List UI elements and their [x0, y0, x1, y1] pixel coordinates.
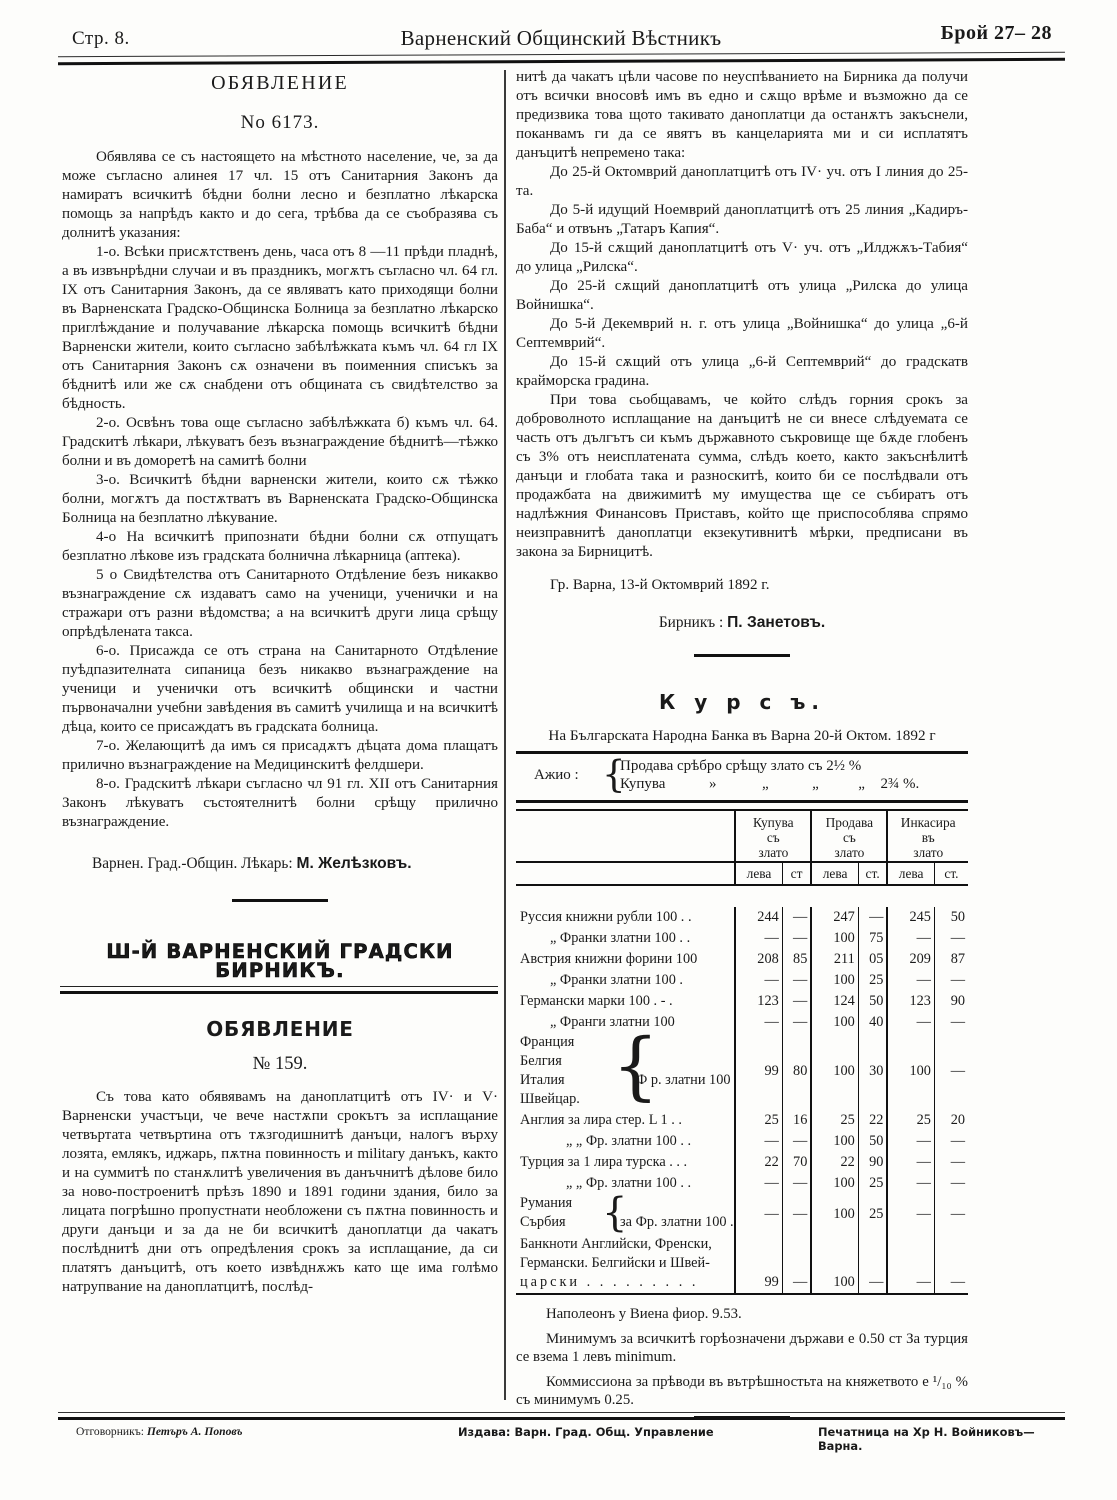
announcement-1-title: ОБЯВЛЕНИЕ — [211, 72, 349, 94]
rate-value: 124 — [811, 991, 858, 1012]
table-row — [516, 991, 968, 1012]
rate-value: 16 — [782, 1110, 811, 1131]
section-banner-rule — [60, 986, 498, 994]
footer-printer: Печатница на Хр Н. Войниковъ—Варна. — [818, 1425, 1035, 1453]
rate-value: 22 — [858, 1110, 887, 1131]
issue-number: Брой 27– 28 — [940, 22, 1052, 44]
announcement-1-item-2: 2-о. Освѣнъ това още съгласно забѣлѣжката б) къмъ чл. 64. Градскитѣ лѣкари, лѣкуватъ безъ възнаграждение бѣднитѣ—тѣжко болни и въ доморетѣ на самитѣ болни — [62, 415, 498, 469]
place-and-date: Гр. Варна, 13-й Октомврий 1892 г. — [550, 577, 770, 593]
announcement-2-title: ОБЯВЛЕНИЕ — [206, 1017, 354, 1041]
unit-header: ст — [782, 862, 811, 885]
banknotes-line-1: Банкноти Английски, Френски, — [520, 1236, 712, 1252]
header-sells-line3: злато — [834, 845, 865, 860]
table-row-group-balkan — [516, 1194, 968, 1235]
group-member: Румания — [520, 1195, 573, 1211]
spacer-cell — [516, 810, 735, 862]
rate-value: 100 — [811, 1235, 858, 1294]
currency-name: „ „ Фр. златни 100 . . — [566, 1175, 692, 1191]
azhio-band — [516, 751, 968, 803]
footer-publisher: Издава: Варн. Град. Общ. Управление — [458, 1425, 714, 1439]
group-brace-icon: { — [612, 1023, 660, 1109]
rate-value: 22 — [735, 1152, 782, 1173]
announcement-1-number: No 6173. — [240, 112, 320, 133]
left-column — [62, 68, 498, 1297]
header-sells-line1: Продава — [825, 815, 874, 830]
table-row — [516, 928, 968, 949]
header-buys-in-gold — [735, 810, 811, 862]
rate-value: 247 — [811, 907, 858, 928]
table-row — [516, 1110, 968, 1131]
azhio-ditto-2: „ — [761, 776, 769, 792]
rate-value: — — [782, 1173, 811, 1194]
rate-value: 244 — [735, 907, 782, 928]
rate-value: — — [858, 1235, 887, 1294]
footer-responsible — [76, 1425, 243, 1438]
signature-1-prefix: Варнен. Град.-Общин. Лѣкарь: — [92, 855, 293, 872]
rate-value: — — [934, 1173, 968, 1194]
announcement-2-number: № 159. — [252, 1054, 308, 1074]
group-member: Белгия — [520, 1053, 562, 1069]
header-buys-line1: Купува — [753, 815, 794, 830]
signature-2-name: П. Занетовъ. — [727, 614, 826, 631]
payment-schedule-item: До 15-й сѫщий отъ улица „6-й Септемврий“ до градскатв крайморска градина. — [516, 354, 968, 389]
header-collects-line2: въ — [921, 830, 935, 845]
azhio-sell-line — [620, 757, 861, 776]
announcement-2-signature — [516, 613, 968, 632]
group-western-names — [516, 1023, 735, 1110]
payment-schedule-item: До 25-й сѫщий даноплатцитѣ отъ улица „Рилска до улица Войнишка“. — [516, 278, 968, 313]
rate-value: 25 — [858, 1194, 887, 1235]
rate-value: — — [782, 928, 811, 949]
azhio-buy-value: 2¾ %. — [880, 776, 920, 792]
rate-value: 22 — [811, 1152, 858, 1173]
group-member: Швейцар. — [520, 1091, 580, 1107]
rate-value: — — [934, 1012, 968, 1033]
header-collects-line3: злато — [913, 845, 944, 860]
rate-value: 50 — [934, 907, 968, 928]
currency-name: „ Франки златни 100 . . — [550, 930, 691, 946]
rate-value: 100 — [811, 928, 858, 949]
rate-value: 99 — [735, 1033, 782, 1110]
rate-value: 100 — [811, 1194, 858, 1235]
rate-value: — — [782, 1131, 811, 1152]
signature-2-prefix: Бирникъ : — [658, 614, 724, 631]
unit-header: лева — [887, 862, 934, 885]
payment-schedule-item: До 15-й сѫщий даноплатцитѣ отъ V· уч. отъ „Илджѫъ-Табия“ до улица „Рилска“. — [516, 240, 968, 275]
rate-value: — — [934, 1033, 968, 1110]
currency-name: „ Франги златни 100 — [550, 1014, 675, 1030]
group-member: Франция — [520, 1034, 575, 1050]
penalty-notice: При това сьобщавамъ, че който слѣдъ горния срокъ за доброволното исплащание на данъцитѣ не си внесе слѣдуемата се часть отъ дългътъ си къмъ държавното съкровище ще бѫде глобенъ съ 3% отъ неисплатената сумма, слѣдъ което, както закъснѣлитѣ данъци и глобата така и разноскитѣ, които би се послѣдвали отъ продажбата на движимитѣ му имущества ще се събиратъ отъ надлѣжния Финансовъ Приставъ, който ще приспособлява спрямо неизправнитѣ даноплатци екзекутивнитѣ мѣрки, предписани въ закона за Бирницитѣ. — [516, 392, 968, 560]
note-minimum: Минимумъ за всичкитѣ горѣозначени държави е 0.50 ст За турция се взема 1 левъ minimum. — [516, 1330, 968, 1365]
note-commission: Коммиссиона за прѣводи въ вътрѣшностьта на княжетвото е ¹/₁₀ % съ минимумъ 0.25. — [516, 1373, 968, 1408]
right-column — [516, 68, 968, 1419]
rate-value: — — [735, 970, 782, 991]
header-sells-line2: съ — [842, 830, 856, 845]
banknotes-line-3: царски . . . . . . . . . — [520, 1274, 699, 1290]
rate-value: — — [887, 1131, 934, 1152]
rate-value: 100 — [887, 1033, 934, 1110]
rate-value: — — [735, 928, 782, 949]
group-balkan-names — [516, 1190, 735, 1236]
rate-value: — — [887, 970, 934, 991]
group-balkan-label: за Фр. златни 100 . — [620, 1214, 734, 1230]
rate-value: — — [934, 928, 968, 949]
azhio-sell-text: Продава срѣбро срѣщу злато съ — [620, 758, 823, 774]
rate-value: 100 — [811, 1131, 858, 1152]
rate-value: 85 — [782, 949, 811, 970]
rate-value: 123 — [887, 991, 934, 1012]
table-row — [516, 1173, 968, 1194]
azhio-sell-value: 2½ % — [826, 758, 862, 774]
rate-value: — — [934, 1194, 968, 1235]
table-unit-header-row — [516, 862, 968, 885]
rate-value: 25 — [811, 1110, 858, 1131]
rate-value: — — [887, 1152, 934, 1173]
azhio-ditto-1: » — [708, 776, 717, 792]
announcement-2-body: Съ това като обявявамъ на даноплатцитѣ отъ IV· и V· Варненски участъци, че вече настѫпи срокътъ за исплащание четвъртата четвъртина отъ тѫзгодишнитѣ данъци, налогъ върху лозята, емлякъ, иджарь, пѫтна повинность и military данъкъ, както и на суммитѣ по станѫлитѣ увеличения въ данъчнитѣ дѣлове било за ново-построенитѣ прѣзъ 1890 и 1891 години здания, било за лицата погрѣшно пропустнати необложени съ пѫтна повинность и други данъци и за да не би всичкитѣ даноплатци да чакатъ послѣднитѣ дни отъ опредѣления срокъ за исплащание, да си платятъ данъцитѣ, отъ което извѣднѫжъ като ще има голѣмо натрупвание на даноплатцитѣ, послѣд- — [62, 1089, 498, 1295]
unit-header: ст. — [858, 862, 887, 885]
unit-header: ст. — [934, 862, 968, 885]
rate-value: 80 — [782, 1033, 811, 1110]
rate-value: 50 — [858, 991, 887, 1012]
rate-value: 90 — [934, 991, 968, 1012]
announcement-1-item-1: 1-о. Всѣки присѫтственъ день, часа отъ 8 —11 прѣди пладнѣ, а въ извънрѣдни случаи и въ праздникъ, могѫтъ съгласно чл. 64 гл. IX отъ Санитарния Законъ, да се являватъ като приходящи болни въ Варненската Градско-Общинска Болница за безплатно лѣкарско приглѣждание и получавание лѣкарска помощь всичкитѣ бѣдни Варненски жители, които съгласно забѣлѣжката къмъ чл. 64 гл IX отъ Санитарния Законъ сѫ означени въ поименния списъкъ за бѣднитѣ или же сѫ снабдени отъ общината съ свидѣтелство за бѣдность. — [62, 244, 498, 412]
announcement-1-item-7: 7-о. Желающитѣ да имъ ся присадѫтъ дѣцата дома плащатъ прилично възнаграждение на Медицинскитѣ фелдшери. — [62, 738, 498, 773]
page-number-label: Стр. 8. — [72, 28, 130, 49]
rate-value: — — [782, 970, 811, 991]
rate-value: 245 — [887, 907, 934, 928]
exchange-rate-title: К у р с ъ. — [658, 690, 826, 714]
rate-value: 05 — [858, 949, 887, 970]
rate-value: 87 — [934, 949, 968, 970]
table-row-group-western — [516, 1033, 968, 1110]
announcement-1-intro: Обявлява се съ настоящето на мѣстното население, че, за да може съгласно алинея 17 чл. 15 отъ Санитарния Законъ да намиратъ всичкитѣ бѣдни болни лесно и безплатно лѣкарска помощь за напрѣдъ както и до сега, трѣбва да се съобразява съ долнитѣ указания: — [62, 149, 498, 241]
spacer-row — [516, 885, 968, 907]
rate-value: 25 — [735, 1110, 782, 1131]
table-row — [516, 949, 968, 970]
unit-header: лева — [811, 862, 858, 885]
announcement-2-continuation: нитѣ да чакатъ цѣли часове по неуспѣванието на Бирника да получи отъ всички вносовѣ имъ въ едно и сѫщо врѣме и възможно да се предизвика това щото такивато даноплатци да останѫтъ закъснели, поканвамъ ги да се явятъ въ канцеларията ми и си исплатятъ данъцитѣ непремено така: — [516, 69, 968, 161]
rate-value: 99 — [735, 1235, 782, 1294]
rate-value: — — [782, 991, 811, 1012]
footer-responsible-name: Петъръ А. Поповъ — [146, 1425, 243, 1438]
rate-value: 30 — [858, 1033, 887, 1110]
exchange-rate-subtitle: На Българската Народна Банка въ Варна 20-й Октом. 1892 г — [548, 727, 936, 744]
azhio-buy-line — [620, 775, 919, 794]
masthead — [60, 22, 1062, 56]
rate-value: — — [934, 970, 968, 991]
rate-value: — — [735, 1194, 782, 1235]
group-member: Сърбия — [520, 1214, 566, 1230]
column-divider — [504, 70, 506, 1400]
group-brace-icon: { — [602, 1190, 628, 1236]
table-row — [516, 1131, 968, 1152]
banknotes-name — [516, 1235, 735, 1294]
rate-value: — — [934, 1131, 968, 1152]
header-buys-line2: съ — [766, 830, 780, 845]
rate-value: — — [934, 1235, 968, 1294]
currency-name: Руссия книжни рубли 100 . . — [520, 909, 692, 925]
azhio-buy-text: Купува — [620, 776, 666, 792]
payment-schedule-item: До 5-й идущий Ноемврий даноплатцитѣ отъ 25 линия „Кадиръ-Баба“ и отвънъ „Татаръ Капия“. — [516, 202, 968, 237]
footer-rule — [58, 1412, 1065, 1420]
table-row — [516, 1012, 968, 1033]
header-buys-line3: злато — [758, 845, 789, 860]
announcement-1-signature — [62, 854, 498, 873]
rate-value: — — [887, 1012, 934, 1033]
currency-name: Германски марки 100 . - . — [520, 993, 673, 1009]
header-collects-in-gold — [887, 810, 968, 862]
group-member: Италия — [520, 1072, 565, 1088]
payment-schedule-item: До 5-й Декемврий н. г. отъ улица „Войнишка“ до улица „6-й Септемврий“. — [516, 316, 968, 351]
table-row — [516, 907, 968, 928]
rate-value: 70 — [782, 1152, 811, 1173]
rate-value: 25 — [858, 1173, 887, 1194]
rate-value: 20 — [934, 1110, 968, 1131]
rate-value: 100 — [811, 1173, 858, 1194]
group-western-label: Ф р. златни 100 — [636, 1072, 731, 1088]
rate-value: 100 — [811, 1012, 858, 1033]
announcement-1-item-8: 8-о. Градскитѣ лѣкари съгласно чл 91 гл. XII отъ Санитарния Законъ лѣкуватъ състоятелнитѣ болни срѣщу прилично възнаграждение. — [62, 776, 498, 830]
azhio-ditto-3: „ — [812, 776, 819, 792]
currency-name: Англия за лира стер. L 1 . . — [520, 1112, 682, 1128]
rate-value: — — [735, 1131, 782, 1152]
spacer-cell — [516, 862, 735, 885]
announcement-1-item-3: 3-о. Всичкитѣ бѣдни варненски жители, които сѫ тѣжко болни, могѫтъ да постѫтватъ въ Варненската Градско-Общинска Болница на безплатно лѣкувание. — [62, 472, 498, 526]
rate-value: — — [934, 1152, 968, 1173]
rate-value: 50 — [858, 1131, 887, 1152]
note-napoleon: Наполеонъ у Виена фиор. 9.53. — [546, 1306, 742, 1322]
kurs-separator-rule — [694, 654, 790, 657]
announcement-1-item-5: 5 о Свидѣтелства отъ Санитарното Отдѣление безъ никакво възнаграждение сѫ издаватъ само на ученици, ученички и на стражари отъ разни вѣдомства; а на всичкитѣ други лица срѣщу опрѣдѣлената такса. — [62, 567, 498, 640]
rate-value: — — [735, 1173, 782, 1194]
newspaper-title: Варненский Общинский Вѣстникъ — [400, 26, 722, 50]
azhio-ditto-4: „ — [858, 776, 865, 792]
footer-responsible-label: Отговорникъ: — [76, 1425, 144, 1438]
rate-value: — — [782, 1012, 811, 1033]
page-footer — [58, 1422, 1065, 1453]
signature-1-name: М. Желѣзковъ. — [296, 855, 412, 872]
azhio-brace-icon: { — [602, 753, 626, 796]
table-group-header-row — [516, 810, 968, 862]
table-row — [516, 970, 968, 991]
section-separator-rule — [232, 899, 328, 902]
currency-name: „ Франки златни 100 . — [550, 972, 684, 988]
exchange-rate-notes — [516, 1305, 968, 1410]
rate-value: — — [782, 907, 811, 928]
rate-value: 25 — [858, 970, 887, 991]
table-row — [516, 1152, 968, 1173]
rate-value: 75 — [858, 928, 887, 949]
rate-value: — — [735, 1012, 782, 1033]
azhio-label: Ажио : — [534, 767, 579, 783]
rate-value: 208 — [735, 949, 782, 970]
rate-value: 211 — [811, 949, 858, 970]
rate-value: 123 — [735, 991, 782, 1012]
section-banner-title: Ш-Й ВАРНЕНСКИЙ ГРАДСКИ БИРНИКЪ. — [106, 940, 454, 982]
rate-value: 40 — [858, 1012, 887, 1033]
rate-value: 25 — [887, 1110, 934, 1131]
rate-value: — — [782, 1194, 811, 1235]
currency-name: Турция за 1 лира турска . . . — [520, 1154, 688, 1170]
currency-name: „ „ Фр. златни 100 . . — [566, 1133, 692, 1149]
rate-value: — — [887, 1173, 934, 1194]
header-sells-in-gold — [811, 810, 887, 862]
rate-value: 209 — [887, 949, 934, 970]
unit-header: лева — [735, 862, 782, 885]
rate-value: — — [887, 1235, 934, 1294]
rate-value: — — [887, 928, 934, 949]
payment-schedule-item: До 25-й Октомврий даноплатцитѣ отъ IV· уч. отъ I линия до 25-та. — [516, 164, 968, 199]
announcement-1-item-4: 4-о На всичкитѣ припознати бѣдни болни сѫ отпущатъ безплатно лѣкове изъ градската болнична лѣкарница (аптека). — [62, 529, 498, 564]
rate-value: — — [858, 907, 887, 928]
announcement-1-item-6: 6-о. Присажда се отъ страна на Санитарното Отдѣление пуѣдпазителната сипаница безъ никакво възнаграждение на ученици и ученички отъ всичкитѣ общински и частни първоначални учебни завѣдения въ самитѣ училища и на всичкитѣ дѣца, които се присаждатъ въ градската болница. — [62, 643, 498, 735]
table-row-banknotes — [516, 1235, 968, 1294]
currency-name: Австрия книжни форини 100 — [520, 951, 698, 967]
rate-value: — — [887, 1194, 934, 1235]
exchange-rate-table — [516, 809, 968, 1295]
header-collects-line1: Инкасира — [900, 815, 956, 830]
rate-value: 100 — [811, 1033, 858, 1110]
banknotes-line-2: Германски. Белгийски и Швей- — [520, 1255, 710, 1271]
rate-value: 100 — [811, 970, 858, 991]
rate-value: — — [782, 1235, 811, 1294]
rate-value: 90 — [858, 1152, 887, 1173]
